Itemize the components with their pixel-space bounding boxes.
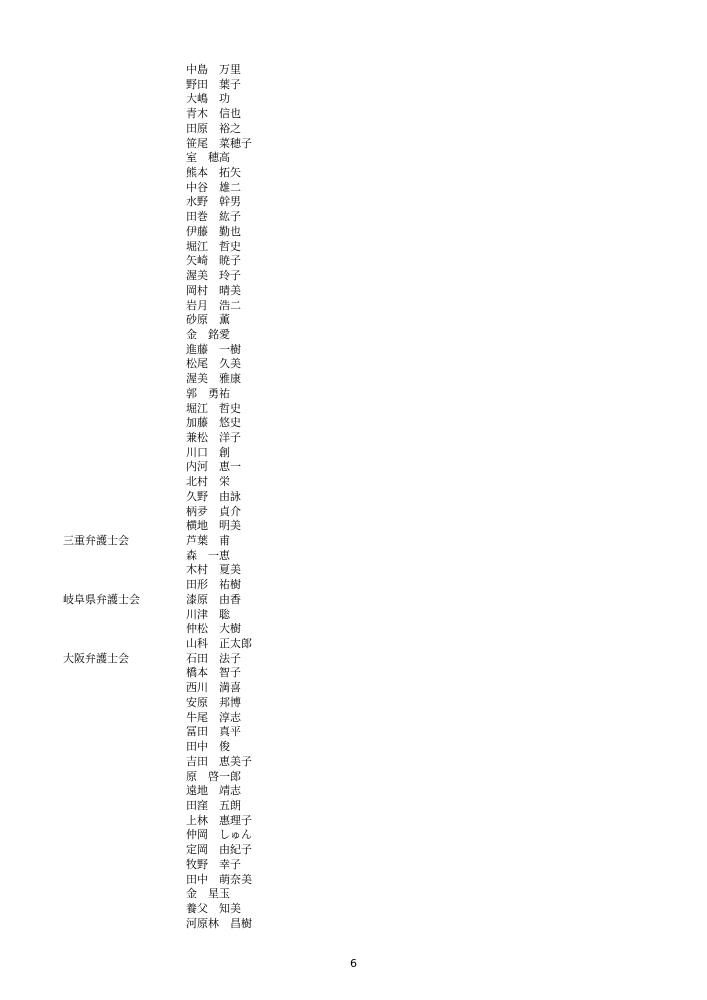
- list-item: [0, 725, 707, 740]
- member-name: 漆原 由香: [186, 592, 241, 606]
- list-item: [0, 299, 707, 314]
- member-name: 養父 知美: [186, 901, 241, 915]
- list-item: [0, 240, 707, 255]
- list-item: [0, 519, 707, 534]
- list-item: [0, 63, 707, 78]
- list-item: [0, 166, 707, 181]
- list-item: [0, 122, 707, 137]
- list-item: [0, 755, 707, 770]
- list-item: [0, 828, 707, 843]
- member-name: 木村 夏美: [186, 563, 241, 577]
- member-name: 川口 創: [186, 445, 230, 459]
- member-name: 岡村 晴美: [186, 283, 241, 297]
- member-name: 柄夛 貞介: [186, 504, 241, 518]
- member-name: 橋本 智子: [186, 666, 241, 680]
- member-name: 原 啓一郎: [186, 769, 241, 783]
- list-item: [0, 902, 707, 917]
- member-name: 牧野 幸子: [186, 857, 241, 871]
- member-name: 中谷 雄二: [186, 180, 241, 194]
- list-item: [0, 873, 707, 888]
- member-name: 伊藤 勤也: [186, 224, 241, 238]
- member-name: 田巻 紘子: [186, 210, 241, 224]
- member-name: 熊本 拓矢: [186, 166, 241, 180]
- list-item: [0, 269, 707, 284]
- list-item: [0, 446, 707, 461]
- list-item: [0, 431, 707, 446]
- member-name: 冨田 真平: [186, 725, 241, 739]
- member-name: 上林 惠理子: [186, 813, 252, 827]
- member-name: 堀江 哲史: [186, 239, 241, 253]
- member-name: 定岡 由紀子: [186, 843, 252, 857]
- list-item: [0, 357, 707, 372]
- member-name: 田中 俊: [186, 740, 230, 754]
- list-item: [0, 490, 707, 505]
- member-name: 久野 由詠: [186, 489, 241, 503]
- member-name: 西川 満喜: [186, 681, 241, 695]
- list-item: [0, 843, 707, 858]
- member-name: 進藤 一樹: [186, 342, 241, 356]
- member-name: 吉田 恵美子: [186, 754, 252, 768]
- member-name: 兼松 洋子: [186, 430, 241, 444]
- member-name: 金 星玉: [186, 887, 230, 901]
- list-item: [0, 328, 707, 343]
- member-name: 森 一恵: [186, 548, 230, 562]
- bar-association-name: 三重弁護士会: [63, 534, 129, 547]
- member-name: 中島 万里: [186, 63, 241, 76]
- member-name: 田原 裕之: [186, 121, 241, 135]
- member-name: 矢崎 暁子: [186, 254, 241, 268]
- member-name: 堀江 哲史: [186, 401, 241, 415]
- list-item: [0, 284, 707, 299]
- list-item: [0, 416, 707, 431]
- member-name: 金 銘愛: [186, 327, 230, 341]
- list-item: [0, 225, 707, 240]
- member-name: 渥美 雅康: [186, 372, 241, 386]
- member-name: 岩月 浩二: [186, 298, 241, 312]
- list-item: [0, 195, 707, 210]
- member-name: 笹尾 菜穂子: [186, 136, 252, 150]
- member-name: 仲松 大樹: [186, 622, 241, 636]
- member-name: 安原 邦博: [186, 695, 241, 709]
- list-item: [0, 740, 707, 755]
- member-name: 田中 萌奈美: [186, 872, 252, 886]
- list-item: [0, 78, 707, 93]
- list-item: [0, 92, 707, 107]
- list-item: [0, 770, 707, 785]
- list-item: [0, 151, 707, 166]
- list-item: [0, 784, 707, 799]
- list-item: [0, 652, 707, 667]
- member-name: 北村 栄: [186, 475, 230, 489]
- member-name: 芦葉 甫: [186, 534, 230, 547]
- list-item: [0, 799, 707, 814]
- member-name: 川津 聡: [186, 607, 230, 621]
- member-name: 室 穂高: [186, 151, 230, 165]
- member-name: 田窪 五朗: [186, 798, 241, 812]
- member-name: 牛尾 淳志: [186, 710, 241, 724]
- member-name: 加藤 悠史: [186, 416, 241, 430]
- list-item: [0, 814, 707, 829]
- member-name: 渥美 玲子: [186, 269, 241, 283]
- list-item: [0, 343, 707, 358]
- list-item: [0, 887, 707, 902]
- member-name: 青木 信也: [186, 107, 241, 121]
- list-item: [0, 137, 707, 152]
- list-item: [0, 608, 707, 623]
- list-item: [0, 681, 707, 696]
- member-name: 水野 幹男: [186, 195, 241, 209]
- list-item: [0, 475, 707, 490]
- list-item: [0, 313, 707, 328]
- member-name: 河原林 昌樹: [186, 916, 252, 930]
- list-item: [0, 711, 707, 726]
- bar-association-name: 岐阜県弁護士会: [63, 592, 140, 606]
- member-name: 田形 祐樹: [186, 578, 241, 592]
- list-item: [0, 563, 707, 578]
- list-item: [0, 107, 707, 122]
- list-item: [0, 460, 707, 475]
- list-item: [0, 578, 707, 593]
- list-item: [0, 402, 707, 417]
- page-number: 6: [350, 957, 357, 970]
- member-name: 横地 明美: [186, 519, 241, 533]
- member-name: 野田 葉子: [186, 77, 241, 91]
- member-name: 大嶋 功: [186, 92, 230, 106]
- list-item: [0, 917, 707, 932]
- member-list: [0, 63, 707, 931]
- member-name: 砂原 薫: [186, 313, 230, 327]
- member-name: 山科 正太郎: [186, 637, 252, 651]
- list-item: [0, 549, 707, 564]
- member-name: 仲岡 しゅん: [186, 828, 252, 842]
- list-item: [0, 858, 707, 873]
- list-item: [0, 254, 707, 269]
- member-name: 郭 勇祐: [186, 386, 230, 400]
- list-item: [0, 622, 707, 637]
- bar-association-name: 大阪弁護士会: [63, 651, 129, 665]
- list-item: [0, 181, 707, 196]
- member-name: 内河 恵一: [186, 460, 241, 474]
- list-item: [0, 387, 707, 402]
- member-name: 遠地 靖志: [186, 784, 241, 798]
- list-item: [0, 593, 707, 608]
- member-name: 石田 法子: [186, 651, 241, 665]
- list-item: [0, 534, 707, 549]
- list-item: [0, 666, 707, 681]
- member-name: 松尾 久美: [186, 357, 241, 371]
- list-item: [0, 372, 707, 387]
- list-item: [0, 210, 707, 225]
- list-item: [0, 505, 707, 520]
- list-item: [0, 696, 707, 711]
- list-item: [0, 637, 707, 652]
